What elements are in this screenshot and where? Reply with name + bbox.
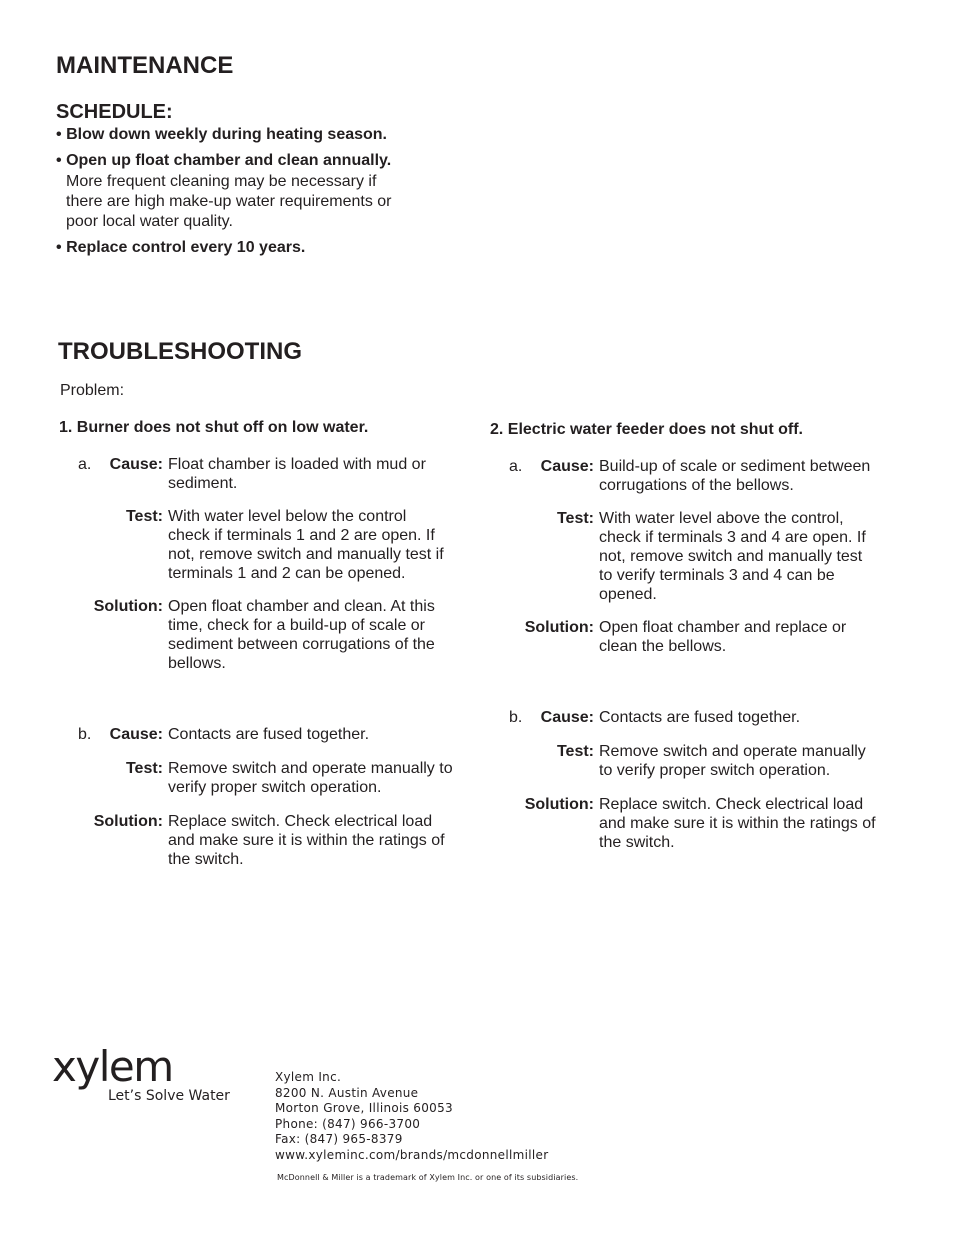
text-line: sediment between corrugations of the — [168, 636, 435, 653]
detail-line: there are high make-up water requirements or — [66, 193, 392, 210]
schedule-item — [56, 125, 456, 145]
text-line: and make sure it is within the ratings of — [168, 832, 445, 849]
solution-text — [599, 618, 909, 656]
item-letter: a. — [509, 458, 523, 475]
text-line: Replace switch. Check electrical load — [599, 796, 864, 813]
test-label: Test: — [125, 760, 163, 777]
schedule-item-bold: Replace control every 10 years. — [66, 239, 306, 256]
text-line: bellows. — [168, 655, 226, 672]
solution-label: Solution: — [93, 813, 163, 830]
text-line: time, check for a build-up of scale or — [168, 617, 426, 634]
company-address — [275, 1070, 548, 1163]
detail-line: poor local water quality. — [66, 213, 233, 230]
schedule-item — [56, 151, 456, 171]
logo-wordmark: xylem — [52, 1042, 173, 1091]
bullet: • — [56, 239, 62, 256]
schedule-item — [56, 238, 456, 258]
solution-label: Solution: — [524, 796, 594, 813]
cause-text — [599, 708, 909, 727]
cause-text — [599, 457, 909, 495]
item-letter: a. — [78, 456, 92, 473]
text-line: Open float chamber and replace or — [599, 619, 847, 636]
schedule-item-detail — [66, 172, 466, 232]
test-label: Test: — [556, 510, 594, 527]
problem-2-title: 2. Electric water feeder does not shut off. — [490, 421, 803, 438]
address-line: 8200 N. Austin Avenue — [275, 1085, 419, 1100]
item-letter: b. — [509, 709, 523, 726]
text-line: the switch. — [168, 851, 244, 868]
address-line: Morton Grove, Illinois 60053 — [275, 1101, 453, 1115]
schedule-item-bold: Open up float chamber and clean annually. — [66, 152, 392, 169]
text-line: corrugations of the bellows. — [599, 477, 794, 494]
logo-tagline: Let’s Solve Water — [108, 1088, 230, 1104]
text-line: Remove switch and operate manually to — [168, 760, 453, 777]
trademark-notice: McDonnell & Miller is a trademark of Xylem Inc. or one of its subsidiaries. — [277, 1173, 579, 1182]
schedule-item-bold: Blow down weekly during heating season. — [66, 126, 387, 143]
item-letter: b. — [78, 726, 92, 743]
problem-label: Problem: — [60, 382, 125, 399]
cause-text — [168, 455, 468, 493]
text-line: to verify proper switch operation. — [599, 762, 831, 779]
text-line: not, remove switch and manually test if — [168, 546, 444, 563]
cause-label: Cause: — [540, 709, 594, 726]
text-line: terminals 1 and 2 can be opened. — [168, 565, 406, 582]
text-line: to verify terminals 3 and 4 can be — [599, 567, 835, 584]
text-line: Open float chamber and clean. At this — [168, 598, 435, 615]
cause-label: Cause: — [109, 456, 163, 473]
test-label: Test: — [556, 743, 594, 760]
text-line: Contacts are fused together. — [168, 726, 370, 743]
text-line: clean the bellows. — [599, 638, 727, 655]
maintenance-title: MAINTENANCE — [56, 52, 234, 79]
text-line: With water level above the control, — [599, 510, 844, 527]
bullet: • — [56, 126, 62, 143]
schedule-heading: SCHEDULE: — [56, 101, 173, 123]
bullet: • — [56, 152, 62, 169]
problem-1-title: 1. Burner does not shut off on low water. — [59, 419, 369, 436]
solution-label: Solution: — [93, 598, 163, 615]
cause-text — [168, 725, 468, 744]
text-line: opened. — [599, 586, 657, 603]
text-line: With water level below the control — [168, 508, 407, 525]
address-line: Fax: (847) 965-8379 — [275, 1132, 403, 1146]
text-line: check if terminals 1 and 2 are open. If — [168, 527, 435, 544]
text-line: and make sure it is within the ratings of — [599, 815, 876, 832]
text-line: Build-up of scale or sediment between — [599, 458, 871, 475]
troubleshooting-title: TROUBLESHOOTING — [58, 338, 302, 365]
text-line: Float chamber is loaded with mud or — [168, 456, 426, 473]
solution-label: Solution: — [524, 619, 594, 636]
test-text — [599, 509, 909, 604]
text-line: the switch. — [599, 834, 675, 851]
cause-label: Cause: — [540, 458, 594, 475]
website-link[interactable]: www.xyleminc.com/brands/mcdonnellmiller — [275, 1147, 549, 1162]
address-line: Xylem Inc. — [275, 1070, 342, 1084]
test-text — [168, 507, 468, 583]
text-line: Replace switch. Check electrical load — [168, 813, 433, 830]
address-line: Phone: (847) 966-3700 — [275, 1116, 421, 1131]
cause-label: Cause: — [109, 726, 163, 743]
test-text — [168, 759, 468, 797]
text-line: verify proper switch operation. — [168, 779, 382, 796]
text-line: not, remove switch and manually test — [599, 548, 863, 565]
text-line: sediment. — [168, 475, 238, 492]
solution-text — [599, 795, 909, 852]
text-line: Contacts are fused together. — [599, 709, 801, 726]
solution-text — [168, 597, 468, 673]
text-line: check if terminals 3 and 4 are open. If — [599, 529, 866, 546]
test-label: Test: — [125, 508, 163, 525]
solution-text — [168, 812, 468, 869]
detail-line: More frequent cleaning may be necessary if — [66, 173, 377, 190]
test-text — [599, 742, 909, 780]
xylem-logo — [52, 1042, 242, 1112]
text-line: Remove switch and operate manually — [599, 743, 866, 760]
